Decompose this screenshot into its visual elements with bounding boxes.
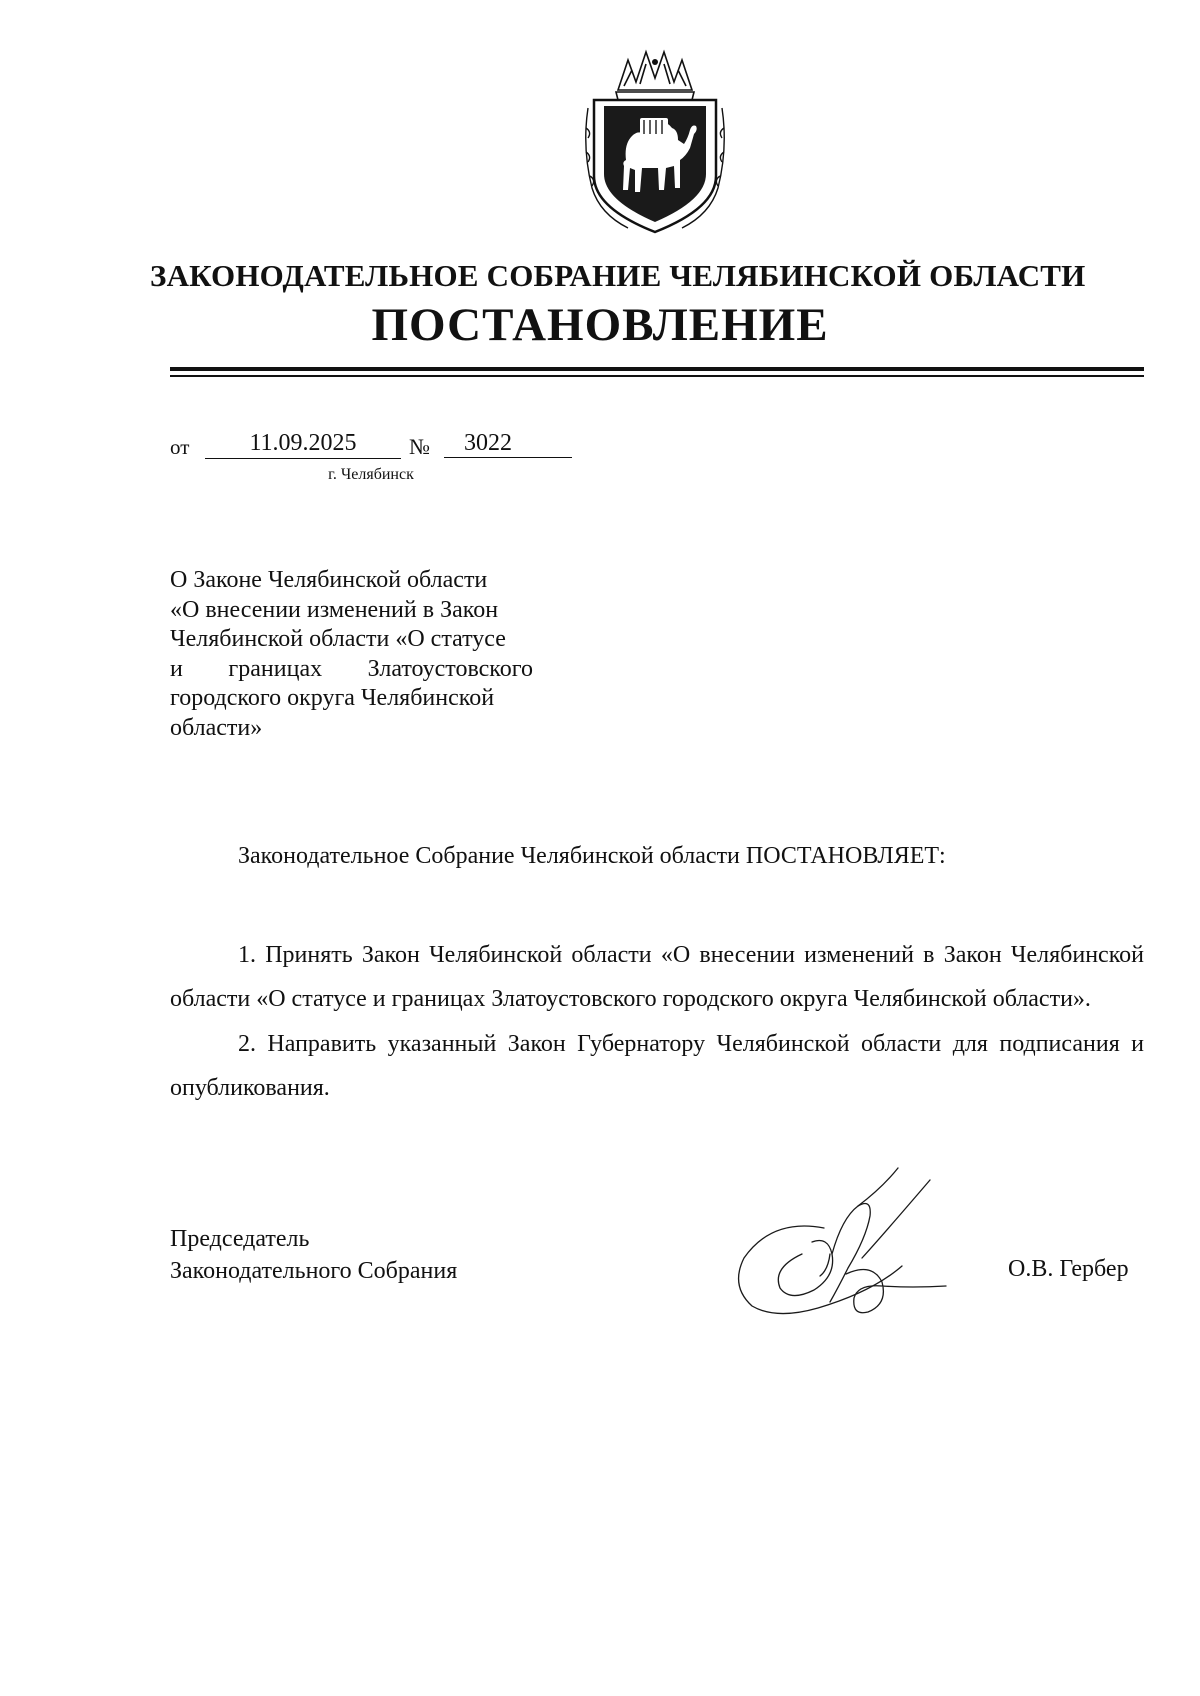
subject-line: Челябинской области «О статусе <box>170 626 506 652</box>
document-type-title: ПОСТАНОВЛЕНИЕ <box>371 299 829 351</box>
signatory-position-line: Председатель <box>170 1226 310 1252</box>
signatory-name: О.В. Гербер <box>1008 1256 1129 1282</box>
subject-line: О Законе Челябинской области <box>170 567 488 593</box>
resolution-preamble: Законодательное Собрание Челябинской области ПОСТАНОВЛЯЕТ: <box>238 843 946 869</box>
subject-line: городского округа Челябинской <box>170 685 495 711</box>
date-prefix-label: от <box>170 435 190 459</box>
signatory-position <box>170 1223 457 1287</box>
signatory-position-line: Законодательного Собрания <box>170 1258 458 1284</box>
organization-title: ЗАКОНОДАТЕЛЬНОЕ СОБРАНИЕ ЧЕЛЯБИНСКОЙ ОБЛАСТИ <box>150 258 1086 293</box>
header-divider-thin <box>170 375 1144 377</box>
document-date: 11.09.2025 <box>205 428 401 459</box>
header-divider-thick <box>170 367 1144 371</box>
document-subject <box>170 566 533 743</box>
subject-line: области» <box>170 714 263 741</box>
number-sign-label: № <box>409 434 430 459</box>
resolution-item: 2. Направить указанный Закон Губернатору Челябинской области для подписания и опубликования. <box>170 1031 1144 1101</box>
resolution-item: 1. Принять Закон Челябинской области «О внесении изменений в Закон Челябинской области «О статусе и границах Златоустовского городского округа Челябинской области». <box>170 942 1144 1012</box>
resolution-body <box>170 933 1144 1110</box>
subject-line: и границах Златоустовского <box>170 655 533 682</box>
subject-line: «О внесении изменений в Закон <box>170 596 499 623</box>
coat-of-arms-icon <box>580 48 730 238</box>
document-city: г. Челябинск <box>328 466 414 483</box>
document-number: 3022 <box>444 428 572 458</box>
handwritten-signature <box>732 1158 962 1338</box>
